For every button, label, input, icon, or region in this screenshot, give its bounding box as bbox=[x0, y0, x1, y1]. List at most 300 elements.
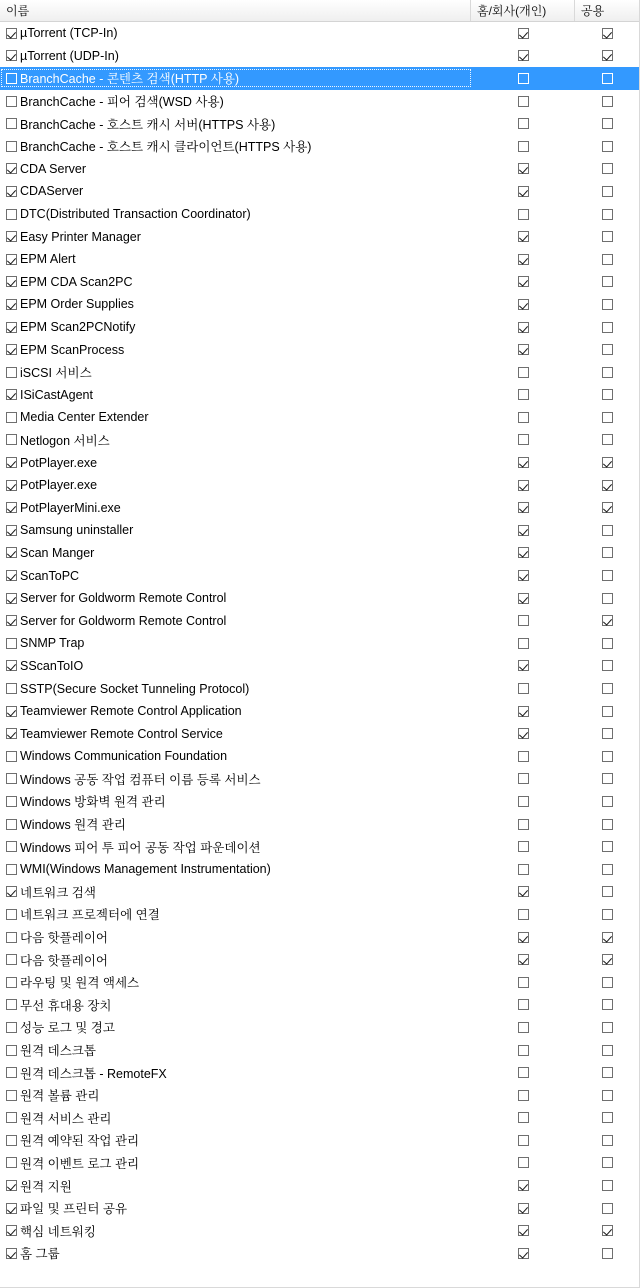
profile-public-checkbox[interactable] bbox=[602, 1157, 613, 1168]
profile-public-checkbox[interactable] bbox=[602, 322, 613, 333]
rule-enabled-checkbox[interactable] bbox=[6, 1225, 17, 1236]
column-header-name[interactable] bbox=[0, 0, 471, 21]
profile-public-checkbox[interactable] bbox=[602, 841, 613, 852]
table-row[interactable] bbox=[0, 180, 639, 203]
row-public-cell[interactable] bbox=[575, 593, 639, 604]
rule-enabled-checkbox[interactable] bbox=[6, 819, 17, 830]
table-row[interactable] bbox=[0, 994, 639, 1017]
rule-enabled-checkbox[interactable] bbox=[6, 254, 17, 265]
row-public-cell[interactable] bbox=[575, 660, 639, 671]
table-row[interactable] bbox=[0, 926, 639, 949]
profile-home-work-checkbox[interactable] bbox=[518, 299, 529, 310]
table-row[interactable] bbox=[0, 722, 639, 745]
row-name-cell[interactable] bbox=[0, 704, 471, 718]
row-public-cell[interactable] bbox=[575, 909, 639, 920]
rule-enabled-checkbox[interactable] bbox=[6, 96, 17, 107]
row-name-cell[interactable] bbox=[0, 1131, 471, 1149]
rule-enabled-checkbox[interactable] bbox=[6, 118, 17, 129]
row-name-cell[interactable] bbox=[0, 1199, 471, 1217]
row-name-cell[interactable] bbox=[0, 431, 471, 449]
table-row[interactable] bbox=[0, 225, 639, 248]
rule-enabled-checkbox[interactable] bbox=[6, 28, 17, 39]
table-row[interactable] bbox=[0, 406, 639, 429]
row-profile-cell[interactable] bbox=[471, 344, 575, 355]
table-row[interactable] bbox=[0, 1197, 639, 1220]
row-public-cell[interactable] bbox=[575, 141, 639, 152]
profile-home-work-checkbox[interactable] bbox=[518, 209, 529, 220]
profile-public-checkbox[interactable] bbox=[602, 909, 613, 920]
row-name-cell[interactable] bbox=[0, 92, 471, 110]
row-profile-cell[interactable] bbox=[471, 276, 575, 287]
row-public-cell[interactable] bbox=[575, 932, 639, 943]
row-public-cell[interactable] bbox=[575, 276, 639, 287]
profile-home-work-checkbox[interactable] bbox=[518, 163, 529, 174]
table-row[interactable] bbox=[0, 903, 639, 926]
rule-enabled-checkbox[interactable] bbox=[6, 954, 17, 965]
profile-public-checkbox[interactable] bbox=[602, 1112, 613, 1123]
profile-public-checkbox[interactable] bbox=[602, 638, 613, 649]
table-row[interactable] bbox=[0, 496, 639, 519]
profile-public-checkbox[interactable] bbox=[602, 344, 613, 355]
row-name-cell[interactable] bbox=[0, 1018, 471, 1036]
row-public-cell[interactable] bbox=[575, 231, 639, 242]
row-name-cell[interactable] bbox=[0, 951, 471, 969]
row-public-cell[interactable] bbox=[575, 977, 639, 988]
profile-home-work-checkbox[interactable] bbox=[518, 751, 529, 762]
profile-home-work-checkbox[interactable] bbox=[518, 1203, 529, 1214]
row-name-cell[interactable] bbox=[0, 363, 471, 381]
row-public-cell[interactable] bbox=[575, 1248, 639, 1259]
row-profile-cell[interactable] bbox=[471, 638, 575, 649]
profile-public-checkbox[interactable] bbox=[602, 254, 613, 265]
profile-public-checkbox[interactable] bbox=[602, 1135, 613, 1146]
row-profile-cell[interactable] bbox=[471, 163, 575, 174]
rule-enabled-checkbox[interactable] bbox=[6, 525, 17, 536]
profile-public-checkbox[interactable] bbox=[602, 1225, 613, 1236]
row-public-cell[interactable] bbox=[575, 751, 639, 762]
rule-enabled-checkbox[interactable] bbox=[6, 457, 17, 468]
profile-home-work-checkbox[interactable] bbox=[518, 231, 529, 242]
column-header-profile[interactable] bbox=[471, 0, 575, 21]
table-row[interactable] bbox=[0, 451, 639, 474]
row-profile-cell[interactable] bbox=[471, 1135, 575, 1146]
profile-public-checkbox[interactable] bbox=[602, 367, 613, 378]
profile-home-work-checkbox[interactable] bbox=[518, 1248, 529, 1259]
row-profile-cell[interactable] bbox=[471, 434, 575, 445]
row-profile-cell[interactable] bbox=[471, 796, 575, 807]
table-row[interactable] bbox=[0, 135, 639, 158]
profile-home-work-checkbox[interactable] bbox=[518, 1135, 529, 1146]
profile-public-checkbox[interactable] bbox=[602, 457, 613, 468]
rule-enabled-checkbox[interactable] bbox=[6, 276, 17, 287]
row-public-cell[interactable] bbox=[575, 728, 639, 739]
row-name-cell[interactable] bbox=[0, 862, 471, 876]
rule-enabled-checkbox[interactable] bbox=[6, 1090, 17, 1101]
profile-public-checkbox[interactable] bbox=[602, 819, 613, 830]
row-name-cell[interactable] bbox=[0, 523, 471, 537]
row-name-cell[interactable] bbox=[0, 1086, 471, 1104]
profile-public-checkbox[interactable] bbox=[602, 389, 613, 400]
row-public-cell[interactable] bbox=[575, 163, 639, 174]
table-row[interactable] bbox=[0, 564, 639, 587]
row-name-cell[interactable] bbox=[0, 26, 471, 40]
profile-public-checkbox[interactable] bbox=[602, 434, 613, 445]
row-name-cell[interactable] bbox=[0, 682, 471, 696]
row-profile-cell[interactable] bbox=[471, 909, 575, 920]
rule-enabled-checkbox[interactable] bbox=[6, 728, 17, 739]
rule-enabled-checkbox[interactable] bbox=[6, 593, 17, 604]
row-profile-cell[interactable] bbox=[471, 751, 575, 762]
row-profile-cell[interactable] bbox=[471, 683, 575, 694]
row-public-cell[interactable] bbox=[575, 96, 639, 107]
profile-public-checkbox[interactable] bbox=[602, 186, 613, 197]
profile-home-work-checkbox[interactable] bbox=[518, 480, 529, 491]
row-profile-cell[interactable] bbox=[471, 457, 575, 468]
row-name-cell[interactable] bbox=[0, 727, 471, 741]
table-row[interactable] bbox=[0, 609, 639, 632]
profile-public-checkbox[interactable] bbox=[602, 1090, 613, 1101]
rule-enabled-checkbox[interactable] bbox=[6, 231, 17, 242]
row-profile-cell[interactable] bbox=[471, 773, 575, 784]
row-public-cell[interactable] bbox=[575, 367, 639, 378]
profile-public-checkbox[interactable] bbox=[602, 502, 613, 513]
row-profile-cell[interactable] bbox=[471, 322, 575, 333]
profile-public-checkbox[interactable] bbox=[602, 1180, 613, 1191]
row-public-cell[interactable] bbox=[575, 1067, 639, 1078]
row-profile-cell[interactable] bbox=[471, 1180, 575, 1191]
row-public-cell[interactable] bbox=[575, 209, 639, 220]
profile-public-checkbox[interactable] bbox=[602, 231, 613, 242]
table-row[interactable] bbox=[0, 587, 639, 610]
row-public-cell[interactable] bbox=[575, 886, 639, 897]
profile-public-checkbox[interactable] bbox=[602, 480, 613, 491]
rule-enabled-checkbox[interactable] bbox=[6, 1157, 17, 1168]
row-public-cell[interactable] bbox=[575, 1157, 639, 1168]
row-public-cell[interactable] bbox=[575, 1225, 639, 1236]
profile-home-work-checkbox[interactable] bbox=[518, 638, 529, 649]
row-name-cell[interactable] bbox=[0, 49, 471, 63]
profile-home-work-checkbox[interactable] bbox=[518, 118, 529, 129]
profile-public-checkbox[interactable] bbox=[602, 299, 613, 310]
row-name-cell[interactable] bbox=[0, 207, 471, 221]
rule-enabled-checkbox[interactable] bbox=[6, 1248, 17, 1259]
row-name-cell[interactable] bbox=[0, 1154, 471, 1172]
row-profile-cell[interactable] bbox=[471, 1090, 575, 1101]
row-public-cell[interactable] bbox=[575, 570, 639, 581]
row-name-cell[interactable] bbox=[0, 1244, 471, 1262]
row-public-cell[interactable] bbox=[575, 50, 639, 61]
rule-enabled-checkbox[interactable] bbox=[6, 1112, 17, 1123]
rule-enabled-checkbox[interactable] bbox=[6, 209, 17, 220]
row-public-cell[interactable] bbox=[575, 73, 639, 84]
profile-home-work-checkbox[interactable] bbox=[518, 977, 529, 988]
row-public-cell[interactable] bbox=[575, 525, 639, 536]
row-public-cell[interactable] bbox=[575, 389, 639, 400]
row-name-cell[interactable] bbox=[0, 275, 471, 289]
rule-enabled-checkbox[interactable] bbox=[6, 502, 17, 513]
table-row[interactable] bbox=[0, 1129, 639, 1152]
row-public-cell[interactable] bbox=[575, 841, 639, 852]
table-row[interactable] bbox=[0, 1061, 639, 1084]
profile-public-checkbox[interactable] bbox=[602, 1203, 613, 1214]
row-profile-cell[interactable] bbox=[471, 254, 575, 265]
row-profile-cell[interactable] bbox=[471, 186, 575, 197]
row-name-cell[interactable] bbox=[0, 388, 471, 402]
row-name-cell[interactable] bbox=[0, 569, 471, 583]
profile-home-work-checkbox[interactable] bbox=[518, 412, 529, 423]
profile-public-checkbox[interactable] bbox=[602, 570, 613, 581]
row-public-cell[interactable] bbox=[575, 796, 639, 807]
rule-enabled-checkbox[interactable] bbox=[6, 977, 17, 988]
row-profile-cell[interactable] bbox=[471, 1045, 575, 1056]
row-public-cell[interactable] bbox=[575, 28, 639, 39]
profile-home-work-checkbox[interactable] bbox=[518, 1045, 529, 1056]
profile-home-work-checkbox[interactable] bbox=[518, 367, 529, 378]
rule-enabled-checkbox[interactable] bbox=[6, 389, 17, 400]
rule-enabled-checkbox[interactable] bbox=[6, 73, 17, 84]
row-public-cell[interactable] bbox=[575, 615, 639, 626]
table-row[interactable] bbox=[0, 768, 639, 791]
table-row[interactable] bbox=[0, 632, 639, 655]
profile-home-work-checkbox[interactable] bbox=[518, 1112, 529, 1123]
row-name-cell[interactable] bbox=[0, 546, 471, 560]
row-name-cell[interactable] bbox=[0, 252, 471, 266]
profile-home-work-checkbox[interactable] bbox=[518, 683, 529, 694]
row-name-cell[interactable] bbox=[0, 591, 471, 605]
rule-enabled-checkbox[interactable] bbox=[6, 322, 17, 333]
profile-home-work-checkbox[interactable] bbox=[518, 909, 529, 920]
table-row[interactable] bbox=[0, 835, 639, 858]
row-name-cell[interactable] bbox=[0, 838, 471, 856]
row-public-cell[interactable] bbox=[575, 457, 639, 468]
rule-enabled-checkbox[interactable] bbox=[6, 186, 17, 197]
row-name-cell[interactable] bbox=[0, 749, 471, 763]
row-name-cell[interactable] bbox=[0, 792, 471, 810]
profile-public-checkbox[interactable] bbox=[602, 683, 613, 694]
table-row[interactable] bbox=[0, 655, 639, 678]
row-profile-cell[interactable] bbox=[471, 593, 575, 604]
profile-home-work-checkbox[interactable] bbox=[518, 254, 529, 265]
row-name-cell[interactable] bbox=[0, 996, 471, 1014]
profile-home-work-checkbox[interactable] bbox=[518, 186, 529, 197]
rule-enabled-checkbox[interactable] bbox=[6, 683, 17, 694]
table-row[interactable] bbox=[0, 790, 639, 813]
row-name-cell[interactable] bbox=[0, 478, 471, 492]
profile-public-checkbox[interactable] bbox=[602, 886, 613, 897]
row-name-cell[interactable] bbox=[0, 137, 471, 155]
profile-public-checkbox[interactable] bbox=[602, 977, 613, 988]
row-profile-cell[interactable] bbox=[471, 1022, 575, 1033]
table-row[interactable] bbox=[0, 90, 639, 113]
profile-public-checkbox[interactable] bbox=[602, 209, 613, 220]
profile-public-checkbox[interactable] bbox=[602, 593, 613, 604]
profile-home-work-checkbox[interactable] bbox=[518, 660, 529, 671]
profile-public-checkbox[interactable] bbox=[602, 751, 613, 762]
table-row[interactable] bbox=[0, 971, 639, 994]
profile-public-checkbox[interactable] bbox=[602, 547, 613, 558]
row-profile-cell[interactable] bbox=[471, 841, 575, 852]
profile-home-work-checkbox[interactable] bbox=[518, 322, 529, 333]
profile-public-checkbox[interactable] bbox=[602, 276, 613, 287]
row-profile-cell[interactable] bbox=[471, 615, 575, 626]
profile-home-work-checkbox[interactable] bbox=[518, 1090, 529, 1101]
row-name-cell[interactable] bbox=[0, 659, 471, 673]
table-row[interactable] bbox=[0, 948, 639, 971]
profile-public-checkbox[interactable] bbox=[602, 660, 613, 671]
table-row[interactable] bbox=[0, 22, 639, 45]
row-profile-cell[interactable] bbox=[471, 1225, 575, 1236]
row-public-cell[interactable] bbox=[575, 480, 639, 491]
profile-public-checkbox[interactable] bbox=[602, 773, 613, 784]
table-row[interactable] bbox=[0, 1152, 639, 1175]
profile-home-work-checkbox[interactable] bbox=[518, 796, 529, 807]
profile-public-checkbox[interactable] bbox=[602, 1248, 613, 1259]
row-name-cell[interactable] bbox=[0, 320, 471, 334]
table-row[interactable] bbox=[0, 67, 639, 90]
profile-public-checkbox[interactable] bbox=[602, 118, 613, 129]
table-row[interactable] bbox=[0, 881, 639, 904]
profile-home-work-checkbox[interactable] bbox=[518, 502, 529, 513]
row-profile-cell[interactable] bbox=[471, 299, 575, 310]
profile-public-checkbox[interactable] bbox=[602, 728, 613, 739]
rule-enabled-checkbox[interactable] bbox=[6, 141, 17, 152]
row-name-cell[interactable] bbox=[0, 162, 471, 176]
row-public-cell[interactable] bbox=[575, 1135, 639, 1146]
table-row[interactable] bbox=[0, 1219, 639, 1242]
row-name-cell[interactable] bbox=[0, 230, 471, 244]
table-row[interactable] bbox=[0, 1242, 639, 1265]
table-row[interactable] bbox=[0, 1107, 639, 1130]
rule-enabled-checkbox[interactable] bbox=[6, 570, 17, 581]
profile-home-work-checkbox[interactable] bbox=[518, 141, 529, 152]
row-profile-cell[interactable] bbox=[471, 389, 575, 400]
table-row[interactable] bbox=[0, 338, 639, 361]
profile-home-work-checkbox[interactable] bbox=[518, 773, 529, 784]
rule-enabled-checkbox[interactable] bbox=[6, 480, 17, 491]
profile-public-checkbox[interactable] bbox=[602, 525, 613, 536]
table-row[interactable] bbox=[0, 519, 639, 542]
table-row[interactable] bbox=[0, 700, 639, 723]
row-profile-cell[interactable] bbox=[471, 932, 575, 943]
profile-home-work-checkbox[interactable] bbox=[518, 932, 529, 943]
row-public-cell[interactable] bbox=[575, 683, 639, 694]
row-public-cell[interactable] bbox=[575, 706, 639, 717]
rule-enabled-checkbox[interactable] bbox=[6, 886, 17, 897]
profile-public-checkbox[interactable] bbox=[602, 1067, 613, 1078]
rule-enabled-checkbox[interactable] bbox=[6, 547, 17, 558]
table-row[interactable] bbox=[0, 45, 639, 68]
table-row[interactable] bbox=[0, 474, 639, 497]
row-public-cell[interactable] bbox=[575, 186, 639, 197]
row-public-cell[interactable] bbox=[575, 547, 639, 558]
profile-home-work-checkbox[interactable] bbox=[518, 276, 529, 287]
row-profile-cell[interactable] bbox=[471, 28, 575, 39]
rule-enabled-checkbox[interactable] bbox=[6, 841, 17, 852]
profile-home-work-checkbox[interactable] bbox=[518, 389, 529, 400]
profile-home-work-checkbox[interactable] bbox=[518, 96, 529, 107]
row-name-cell[interactable] bbox=[0, 636, 471, 650]
row-name-cell[interactable] bbox=[0, 928, 471, 946]
profile-public-checkbox[interactable] bbox=[602, 73, 613, 84]
row-profile-cell[interactable] bbox=[471, 1067, 575, 1078]
row-profile-cell[interactable] bbox=[471, 367, 575, 378]
rule-enabled-checkbox[interactable] bbox=[6, 434, 17, 445]
table-row[interactable] bbox=[0, 158, 639, 181]
row-public-cell[interactable] bbox=[575, 773, 639, 784]
profile-home-work-checkbox[interactable] bbox=[518, 1157, 529, 1168]
row-public-cell[interactable] bbox=[575, 864, 639, 875]
profile-home-work-checkbox[interactable] bbox=[518, 28, 529, 39]
row-profile-cell[interactable] bbox=[471, 999, 575, 1010]
row-profile-cell[interactable] bbox=[471, 525, 575, 536]
row-public-cell[interactable] bbox=[575, 322, 639, 333]
row-profile-cell[interactable] bbox=[471, 1112, 575, 1123]
row-profile-cell[interactable] bbox=[471, 480, 575, 491]
row-public-cell[interactable] bbox=[575, 1022, 639, 1033]
table-row[interactable] bbox=[0, 1039, 639, 1062]
row-name-cell[interactable] bbox=[0, 1041, 471, 1059]
row-public-cell[interactable] bbox=[575, 1180, 639, 1191]
rule-enabled-checkbox[interactable] bbox=[6, 412, 17, 423]
profile-public-checkbox[interactable] bbox=[602, 412, 613, 423]
rule-enabled-checkbox[interactable] bbox=[6, 1135, 17, 1146]
rule-enabled-checkbox[interactable] bbox=[6, 751, 17, 762]
row-name-cell[interactable] bbox=[0, 297, 471, 311]
rule-enabled-checkbox[interactable] bbox=[6, 163, 17, 174]
row-profile-cell[interactable] bbox=[471, 547, 575, 558]
row-profile-cell[interactable] bbox=[471, 502, 575, 513]
row-name-cell[interactable] bbox=[0, 456, 471, 470]
profile-home-work-checkbox[interactable] bbox=[518, 547, 529, 558]
row-public-cell[interactable] bbox=[575, 118, 639, 129]
row-name-cell[interactable] bbox=[0, 343, 471, 357]
table-row[interactable] bbox=[0, 1174, 639, 1197]
profile-public-checkbox[interactable] bbox=[602, 1045, 613, 1056]
row-profile-cell[interactable] bbox=[471, 118, 575, 129]
row-public-cell[interactable] bbox=[575, 299, 639, 310]
rule-enabled-checkbox[interactable] bbox=[6, 1180, 17, 1191]
row-name-cell[interactable] bbox=[0, 1177, 471, 1195]
table-row[interactable] bbox=[0, 858, 639, 881]
rule-enabled-checkbox[interactable] bbox=[6, 1045, 17, 1056]
profile-home-work-checkbox[interactable] bbox=[518, 728, 529, 739]
profile-public-checkbox[interactable] bbox=[602, 50, 613, 61]
profile-public-checkbox[interactable] bbox=[602, 615, 613, 626]
row-name-cell[interactable] bbox=[0, 883, 471, 901]
table-row[interactable] bbox=[0, 429, 639, 452]
row-profile-cell[interactable] bbox=[471, 728, 575, 739]
profile-home-work-checkbox[interactable] bbox=[518, 1225, 529, 1236]
table-row[interactable] bbox=[0, 1016, 639, 1039]
table-row[interactable] bbox=[0, 677, 639, 700]
table-row[interactable] bbox=[0, 248, 639, 271]
profile-home-work-checkbox[interactable] bbox=[518, 819, 529, 830]
row-profile-cell[interactable] bbox=[471, 1203, 575, 1214]
row-public-cell[interactable] bbox=[575, 1203, 639, 1214]
profile-home-work-checkbox[interactable] bbox=[518, 525, 529, 536]
profile-public-checkbox[interactable] bbox=[602, 864, 613, 875]
profile-home-work-checkbox[interactable] bbox=[518, 886, 529, 897]
row-profile-cell[interactable] bbox=[471, 73, 575, 84]
profile-home-work-checkbox[interactable] bbox=[518, 73, 529, 84]
row-public-cell[interactable] bbox=[575, 434, 639, 445]
row-name-cell[interactable] bbox=[0, 614, 471, 628]
row-profile-cell[interactable] bbox=[471, 570, 575, 581]
profile-public-checkbox[interactable] bbox=[602, 96, 613, 107]
profile-home-work-checkbox[interactable] bbox=[518, 457, 529, 468]
rule-enabled-checkbox[interactable] bbox=[6, 50, 17, 61]
row-profile-cell[interactable] bbox=[471, 1157, 575, 1168]
